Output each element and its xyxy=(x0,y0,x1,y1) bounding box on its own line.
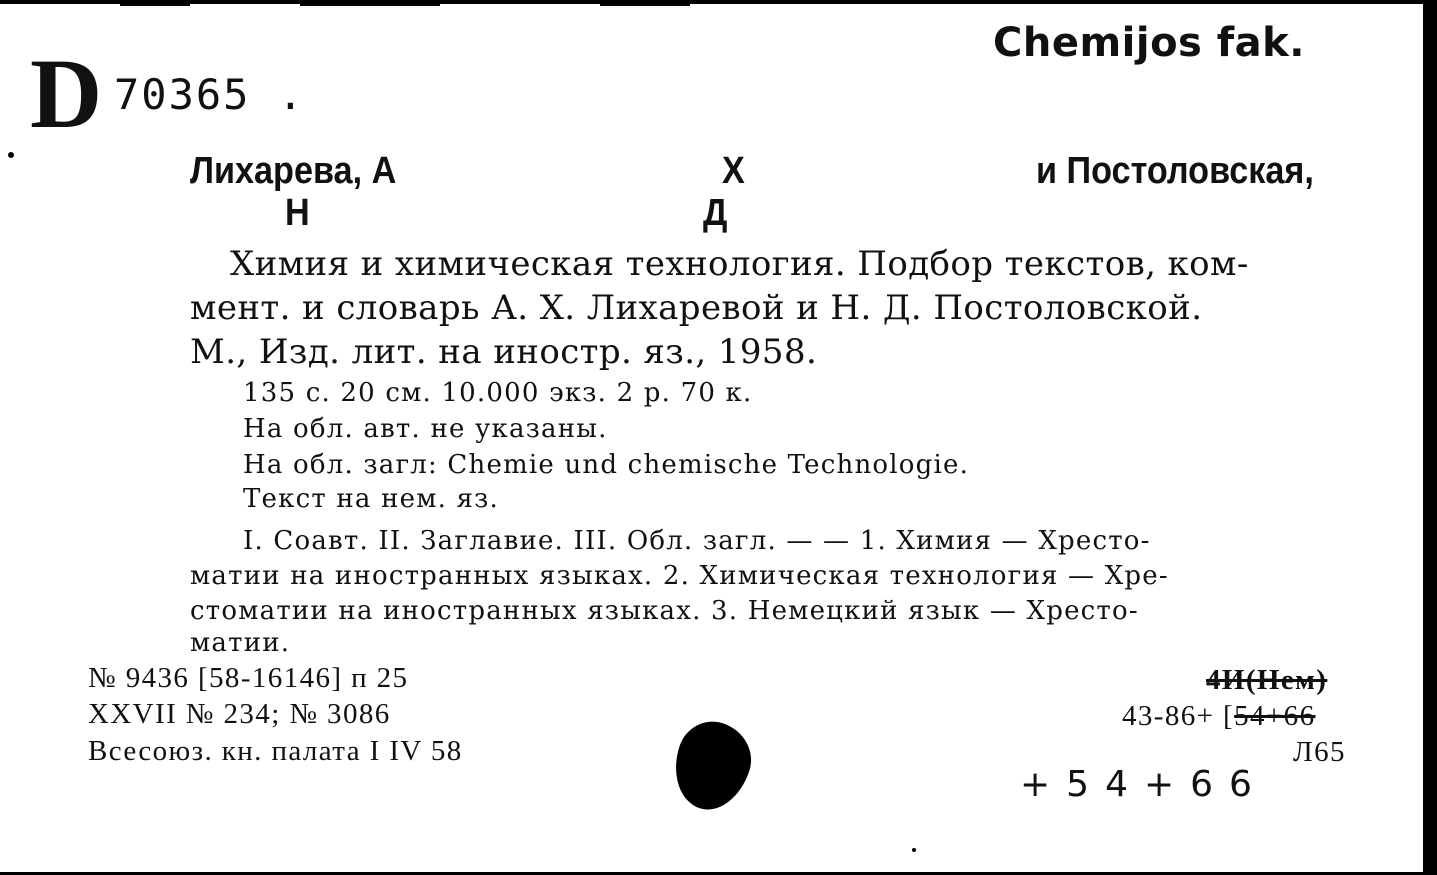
note-cover-title: На обл. загл: Chemie und chemische Technologie. xyxy=(243,450,970,480)
scan-speck xyxy=(912,848,916,852)
shelf-class-code: 4И(Нем) xyxy=(1206,664,1328,696)
author-secondary: и Постоловская, xyxy=(1036,150,1314,192)
department-label: Chemijos fak. xyxy=(993,20,1305,66)
tracing-line-2: матии на иностранных языках. 2. Химическая технология — Хре- xyxy=(190,561,1169,591)
scan-mark xyxy=(300,0,440,6)
tracing-line-3: стоматии на иностранных языках. 3. Немецкий язык — Хресто- xyxy=(190,596,1139,626)
tracing-line-1: I. Соавт. II. Заглавие. III. Обл. загл. — — 1. Химия — Хресто- xyxy=(243,526,1151,556)
scan-edge-top xyxy=(0,0,1437,4)
author-sign: Л65 xyxy=(1293,736,1346,768)
title-line-1: Химия и химическая технология. Подбор текстов, ком- xyxy=(230,244,1249,284)
classification-number: 70365 . xyxy=(114,70,306,119)
scan-speck xyxy=(8,152,14,158)
handwritten-number: +54+66 xyxy=(1020,764,1268,805)
shelf-number-struck: 54+66 xyxy=(1234,700,1316,732)
scan-edge-right xyxy=(1423,0,1437,875)
publisher-chamber: Всесоюз. кн. палата I IV 58 xyxy=(88,735,463,767)
tracing-line-4: матии. xyxy=(190,628,291,658)
author-mid-initial-2: Д xyxy=(703,192,728,234)
classification-letter: D xyxy=(30,38,103,149)
note-language: Текст на нем. яз. xyxy=(243,484,499,514)
collation-line: 135 с. 20 см. 10.000 экз. 2 р. 70 к. xyxy=(243,378,753,408)
author-mid-initial: Х xyxy=(722,150,745,192)
title-line-2: мент. и словарь А. Х. Лихаревой и Н. Д. Постоловской. xyxy=(190,288,1203,328)
shelf-number: 43-86+ [ xyxy=(1122,700,1235,732)
author-primary: Лихарева, А xyxy=(190,150,397,192)
author-primary-initial: Н xyxy=(285,192,310,234)
note-authors: На обл. авт. не указаны. xyxy=(243,414,608,444)
index-reference: XXVII № 234; № 3086 xyxy=(88,698,391,730)
scan-mark xyxy=(120,0,190,6)
scan-mark xyxy=(600,0,690,6)
shelf-number-line xyxy=(1122,700,1315,733)
imprint-line: М., Изд. лит. на иностр. яз., 1958. xyxy=(190,332,818,372)
ink-blot xyxy=(663,713,761,820)
registration-number: № 9436 [58-16146] п 25 xyxy=(88,662,409,694)
